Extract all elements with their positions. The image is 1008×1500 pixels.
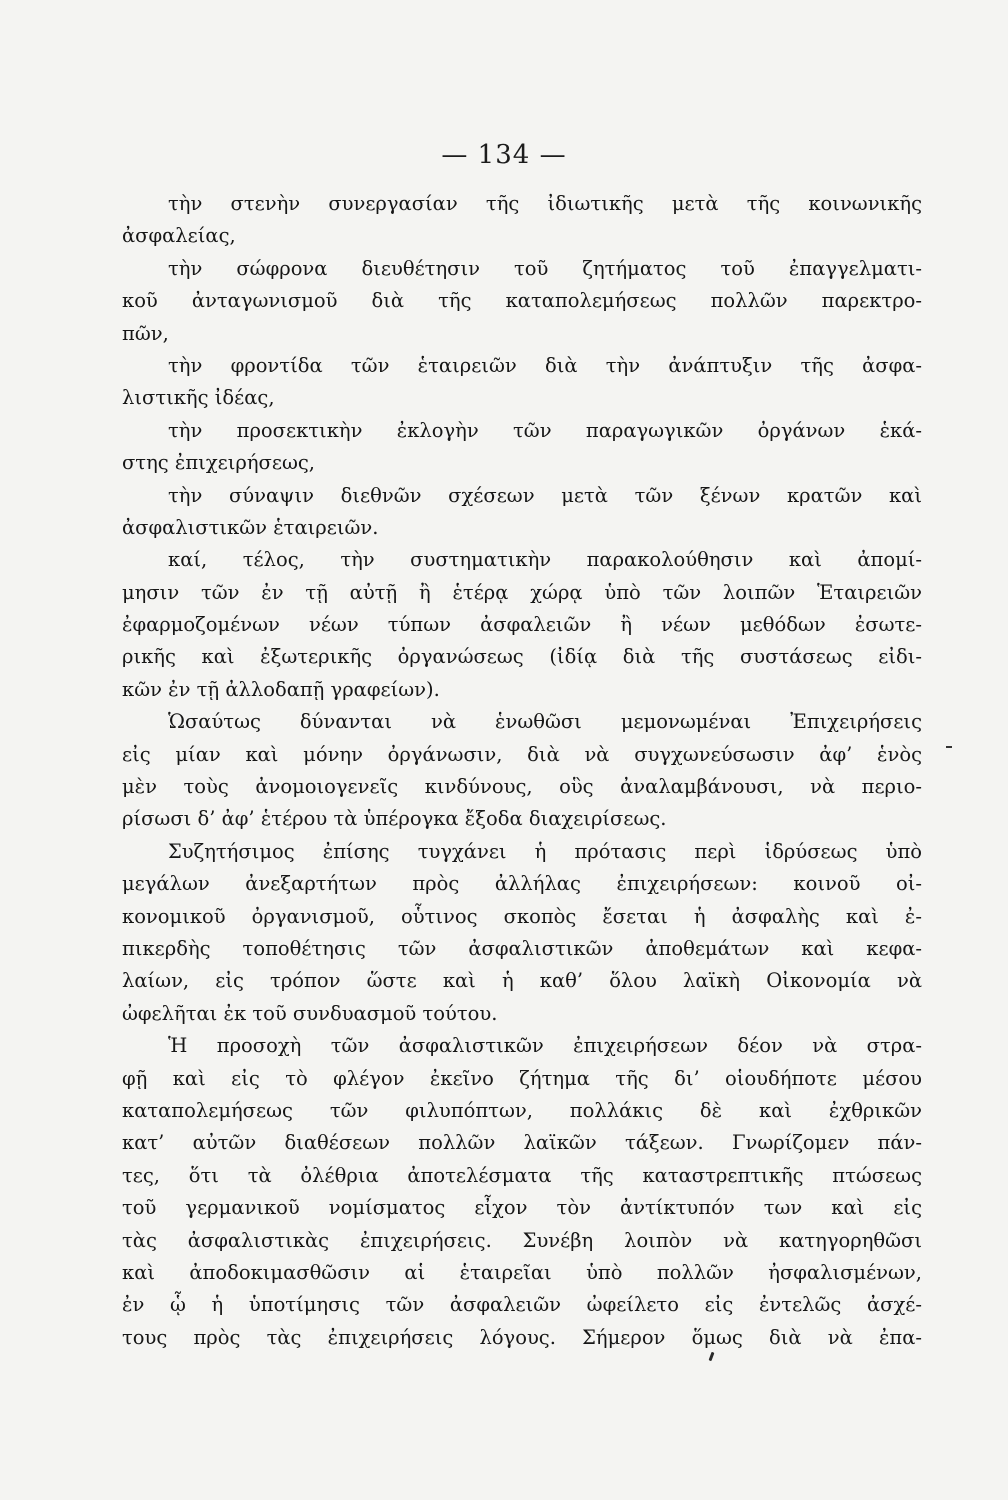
- text-line: πικερδὴς τοποθέτησις τῶν ἀσφαλιστικῶν ἀποθεμάτων καὶ κεφα-: [122, 936, 922, 960]
- text-line: ρικῆς καὶ ἐξωτερικῆς ὀργανώσεως (ἰδίᾳ διὰ τῆς συστάσεως εἰδι-: [122, 645, 922, 669]
- text-line: τὰς ἀσφαλιστικὰς ἐπιχειρήσεις. Συνέβη λοιπὸν νὰ κατηγορηθῶσι: [122, 1228, 922, 1252]
- text-line: τους πρὸς τὰς ἐπιχειρήσεις λόγους. Σήμερον ὅμως διὰ νὰ ἐπα-: [122, 1325, 922, 1349]
- text-line: εἰς μίαν καὶ μόνην ὀργάνωσιν, διὰ νὰ συγχωνεύσωσιν ἀφ’ ἑνὸς: [122, 742, 922, 766]
- text-line: ρίσωσι δ’ ἀφ’ ἑτέρου τὰ ὑπέρογκα ἔξοδα διαχειρίσεως.: [122, 807, 667, 831]
- ink-dash: [946, 746, 952, 748]
- text-line: ἀσφαλιστικῶν ἑταιρειῶν.: [122, 515, 379, 539]
- text-line: φῇ καὶ εἰς τὸ φλέγον ἐκεῖνο ζήτημα τῆς δι’ οἱουδήποτε μέσου: [122, 1066, 922, 1090]
- text-line: λαίων, εἰς τρόπον ὥστε καὶ ἡ καθ’ ὅλου λαϊκὴ Οἰκονομία νὰ: [122, 969, 922, 993]
- text-line: ἐν ᾧ ἡ ὑποτίμησις τῶν ἀσφαλειῶν ὠφείλετο εἰς ἐντελῶς ἀσχέ-: [122, 1293, 922, 1317]
- text-line: κῶν ἐν τῇ ἀλλοδαπῇ γραφείων).: [122, 677, 440, 701]
- text-line: ἐφαρμοζομένων νέων τύπων ἀσφαλειῶν ἢ νέων μεθόδων ἐσωτε-: [122, 613, 922, 637]
- text-line: καταπολεμήσεως τῶν φιλυπόπτων, πολλάκις δὲ καὶ ἐχθρικῶν: [122, 1098, 922, 1122]
- text-line: τὴν προσεκτικὴν ἐκλογὴν τῶν παραγωγικῶν ὀργάνων ἑκά-: [168, 418, 922, 442]
- text-line: κοῦ ἀνταγωνισμοῦ διὰ τῆς καταπολεμήσεως πολλῶν παρεκτρο-: [122, 289, 922, 313]
- text-line: μεγάλων ἀνεξαρτήτων πρὸς ἀλλήλας ἐπιχειρήσεων: κοινοῦ οἰ-: [122, 872, 922, 896]
- page-number: — 134 —: [441, 140, 567, 170]
- text-line: Ἡ προσοχὴ τῶν ἀσφαλιστικῶν ἐπιχειρήσεων δέον νὰ στρα-: [168, 1034, 922, 1058]
- text-line: Ὡσαύτως δύνανται νὰ ἑνωθῶσι μεμονωμέναι Ἐπιχειρήσεις: [168, 710, 922, 734]
- text-line: τὴν στενὴν συνεργασίαν τῆς ἰδιωτικῆς μετὰ τῆς κοινωνικῆς: [168, 192, 922, 215]
- text-line: τὴν σύναψιν διεθνῶν σχέσεων μετὰ τῶν ξένων κρατῶν καὶ: [168, 483, 922, 507]
- text-line: κονομικοῦ ὀργανισμοῦ, οὗτινος σκοπὸς ἔσεται ἡ ἀσφαλὴς καὶ ἐ-: [122, 904, 922, 928]
- body-text: [122, 188, 922, 1354]
- text-line: στης ἐπιχειρήσεως,: [122, 451, 315, 475]
- text-line: ὠφελῆται ἐκ τοῦ συνδυασμοῦ τούτου.: [122, 1001, 498, 1025]
- text-line: καὶ ἀποδοκιμασθῶσιν αἱ ἑταιρεῖαι ὑπὸ πολλῶν ἠσφαλισμένων,: [122, 1260, 922, 1284]
- text-line: μὲν τοὺς ἀνομοιογενεῖς κινδύνους, οὓς ἀναλαμβάνουσι, νὰ περιο-: [122, 775, 922, 799]
- text-line: πῶν,: [122, 321, 169, 345]
- text-line: τοῦ γερμανικοῦ νομίσματος εἶχον τὸν ἀντίκτυπόν των καὶ εἰς: [122, 1196, 922, 1220]
- text-line: ἀσφαλείας,: [122, 224, 236, 248]
- text-line: τες, ὅτι τὰ ὀλέθρια ἀποτελέσματα τῆς καταστρεπτικῆς πτώσεως: [122, 1163, 922, 1187]
- text-line: Συζητήσιμος ἐπίσης τυγχάνει ἡ πρότασις περὶ ἱδρύσεως ὑπὸ: [168, 839, 922, 863]
- text-line: τὴν σώφρονα διευθέτησιν τοῦ ζητήματος τοῦ ἐπαγγελματι-: [168, 256, 922, 280]
- text-line: λιστικῆς ἰδέας,: [122, 386, 275, 410]
- text-line: μησιν τῶν ἐν τῇ αὐτῇ ἢ ἑτέρᾳ χώρᾳ ὑπὸ τῶν λοιπῶν Ἑταιρειῶν: [122, 580, 922, 604]
- text-line: τὴν φροντίδα τῶν ἑταιρειῶν διὰ τὴν ἀνάπτυξιν τῆς ἀσφα-: [168, 353, 922, 377]
- text-line: κατ’ αὐτῶν διαθέσεων πολλῶν λαϊκῶν τάξεων. Γνωρίζομεν πάν-: [122, 1131, 922, 1155]
- text-line: καί, τέλος, τὴν συστηματικὴν παρακολούθησιν καὶ ἀπομί-: [168, 548, 922, 572]
